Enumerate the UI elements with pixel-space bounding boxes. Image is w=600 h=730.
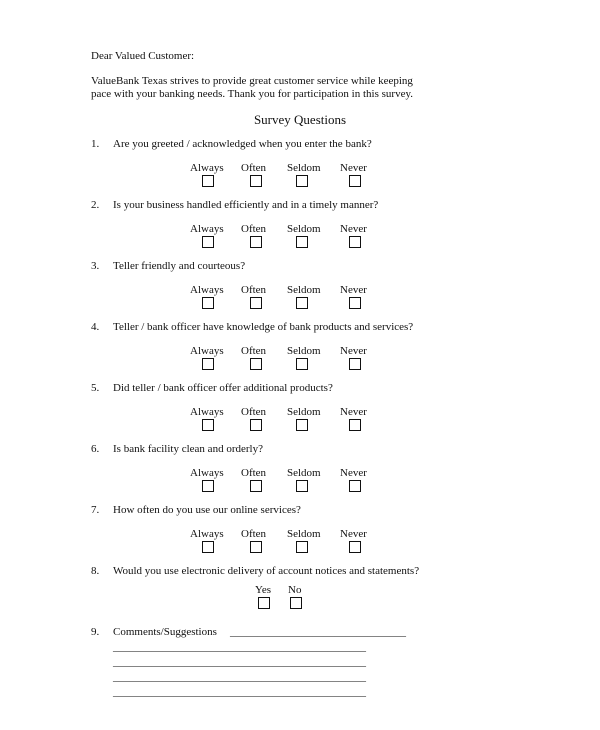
option-checkbox[interactable] (250, 358, 262, 370)
comments-line[interactable]: ______________________________________________ (113, 641, 366, 653)
option-label: Never (340, 406, 367, 418)
option-checkbox[interactable] (202, 236, 214, 248)
option-label: Often (241, 345, 267, 357)
question-text: Would you use electronic delivery of account notices and statements? (113, 565, 420, 577)
question-text: Teller / bank officer have knowledge of bank products and services? (113, 321, 414, 333)
option-checkbox[interactable] (202, 175, 214, 187)
option-label: Often (241, 223, 267, 235)
option-label: Seldom (287, 223, 321, 235)
survey-title: Survey Questions (253, 112, 347, 127)
option-label: Never (340, 467, 367, 479)
comments-line[interactable]: ______________________________________________ (113, 686, 366, 698)
option-checkbox[interactable] (349, 358, 361, 370)
intro-line-2: pace with your banking needs. Thank you for participation in this survey. (91, 88, 413, 100)
option-checkbox[interactable] (296, 175, 308, 187)
question-number: 9. (91, 626, 100, 638)
option-label: Often (241, 406, 267, 418)
option-checkbox[interactable] (296, 358, 308, 370)
option-label: Always (190, 223, 224, 235)
option-label: Often (241, 284, 267, 296)
question-number: 5. (91, 382, 100, 394)
option-checkbox[interactable] (202, 541, 214, 553)
option-label: Always (190, 284, 224, 296)
option-label: Often (241, 528, 267, 540)
option-checkbox[interactable] (349, 175, 361, 187)
option-label: Always (190, 345, 224, 357)
option-checkbox[interactable] (296, 236, 308, 248)
greeting: Dear Valued Customer: (91, 50, 195, 62)
option-checkbox[interactable] (250, 480, 262, 492)
option-label: Always (190, 467, 224, 479)
option-label: Always (190, 528, 224, 540)
question-text: Did teller / bank officer offer additional products? (113, 382, 333, 394)
question-number: 1. (91, 138, 100, 150)
option-checkbox[interactable] (202, 358, 214, 370)
option-checkbox[interactable] (290, 597, 302, 609)
comments-line[interactable]: ______________________________________________ (113, 656, 366, 668)
option-checkbox[interactable] (250, 175, 262, 187)
option-checkbox[interactable] (250, 297, 262, 309)
option-checkbox[interactable] (349, 541, 361, 553)
comments-label: Comments/Suggestions (113, 626, 217, 638)
option-label: Never (340, 223, 367, 235)
option-checkbox[interactable] (349, 236, 361, 248)
option-label: Seldom (287, 284, 321, 296)
option-checkbox[interactable] (202, 297, 214, 309)
option-label: Never (340, 284, 367, 296)
option-label: Never (340, 345, 367, 357)
option-checkbox[interactable] (296, 541, 308, 553)
question-number: 3. (91, 260, 100, 272)
option-checkbox[interactable] (296, 480, 308, 492)
question-number: 4. (91, 321, 100, 333)
question-number: 2. (91, 199, 100, 211)
question-number: 7. (91, 504, 100, 516)
option-checkbox[interactable] (202, 480, 214, 492)
question-number: 6. (91, 443, 100, 455)
question-number: 8. (91, 565, 100, 577)
question-text: Is bank facility clean and orderly? (113, 443, 263, 455)
option-checkbox[interactable] (349, 419, 361, 431)
option-checkbox[interactable] (258, 597, 270, 609)
option-checkbox[interactable] (202, 419, 214, 431)
option-checkbox[interactable] (349, 480, 361, 492)
option-checkbox[interactable] (296, 297, 308, 309)
option-label: Seldom (287, 162, 321, 174)
option-label: Yes (255, 584, 272, 596)
option-label: Seldom (287, 467, 321, 479)
option-checkbox[interactable] (349, 297, 361, 309)
option-label: Seldom (287, 345, 321, 357)
option-checkbox[interactable] (250, 236, 262, 248)
option-label: Seldom (287, 406, 321, 418)
question-text: Are you greeted / acknowledged when you enter the bank? (113, 138, 372, 150)
question-text: Is your business handled efficiently and in a timely manner? (113, 199, 379, 211)
option-checkbox[interactable] (250, 541, 262, 553)
option-label: Often (241, 162, 267, 174)
intro-line-1: ValueBank Texas strives to provide great customer service while keeping (91, 75, 413, 87)
comments-line[interactable]: ______________________________________________ (113, 671, 366, 683)
question-text: Teller friendly and courteous? (113, 260, 246, 272)
option-label: Always (190, 406, 224, 418)
question-text: How often do you use our online services? (113, 504, 301, 516)
option-checkbox[interactable] (296, 419, 308, 431)
option-label: Never (340, 528, 367, 540)
option-label: Always (190, 162, 224, 174)
option-label: No (288, 584, 302, 596)
option-label: Seldom (287, 528, 321, 540)
comments-line[interactable]: ________________________________ (230, 626, 406, 638)
option-checkbox[interactable] (250, 419, 262, 431)
option-label: Often (241, 467, 267, 479)
option-label: Never (340, 162, 367, 174)
